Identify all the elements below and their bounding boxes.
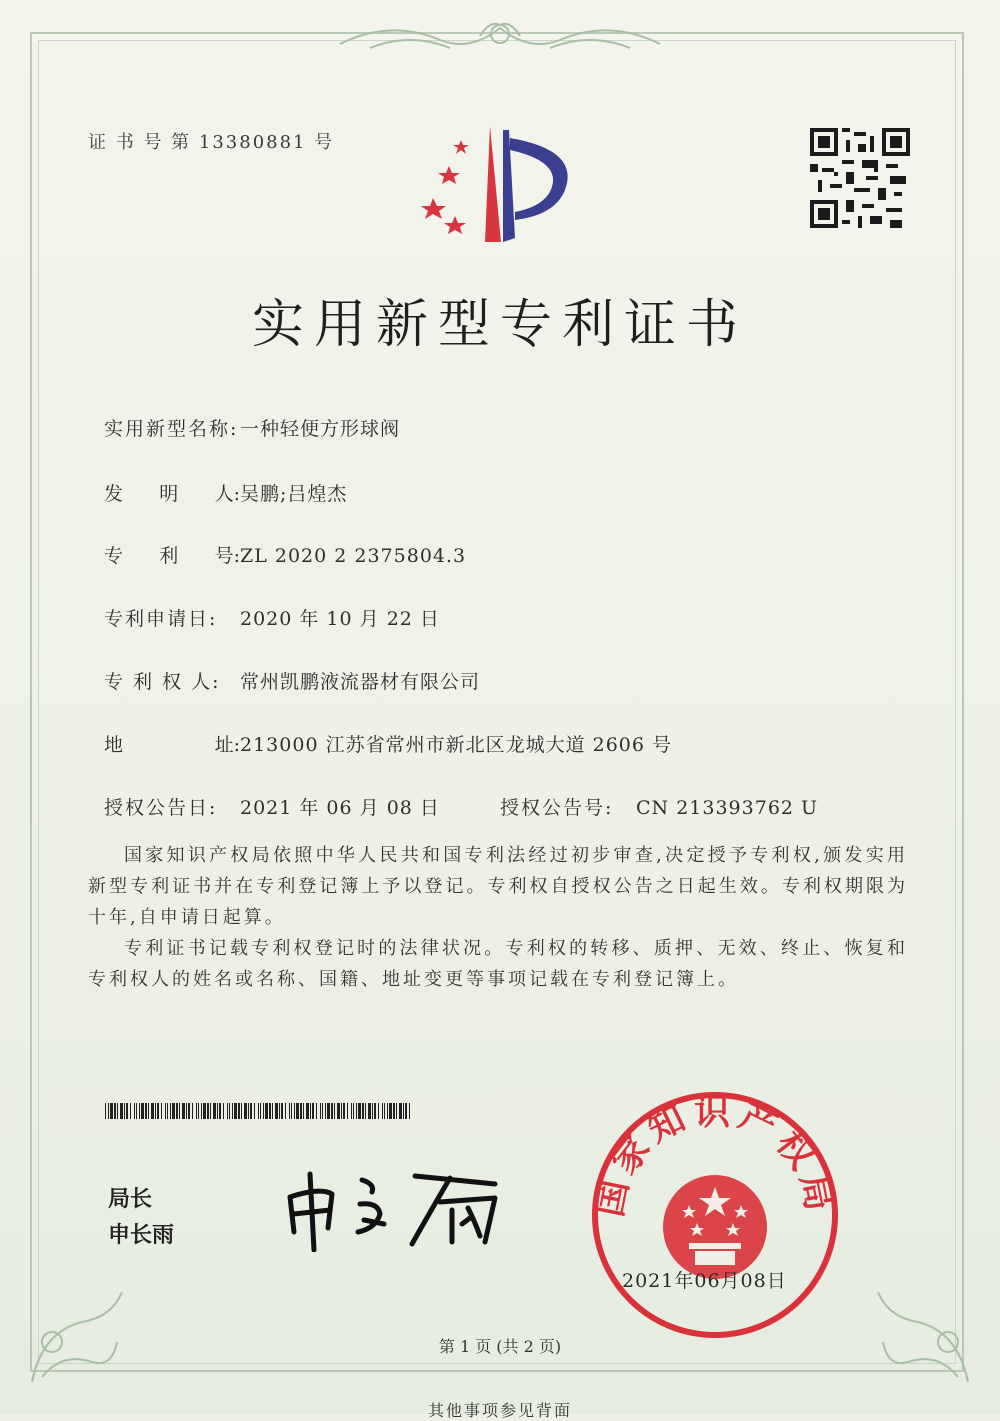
certificate-number: 证 书 号 第 13380881 号 [88, 132, 335, 153]
field-announcement-number [500, 793, 818, 820]
field-value: 213000 江苏省常州市新北区龙城大道 2606 号 [240, 734, 673, 756]
field-label: 专 利 权 人: [104, 671, 221, 693]
field-label: 授权公告号: [500, 797, 614, 819]
seal-text: 国家知识产权局 [589, 1091, 841, 1221]
barcode [105, 1103, 410, 1119]
field-label: 专利申请日: [104, 608, 218, 630]
page-number: 第 1 页 (共 2 页) [438, 1337, 562, 1356]
field-value: 一种轻便方形球阀 [240, 418, 401, 440]
field-value: CN 213393762 U [636, 797, 819, 819]
field-inventor [104, 479, 347, 506]
field-announcement-date [104, 793, 440, 820]
director-block [108, 1182, 174, 1254]
field-patentee [104, 667, 480, 694]
field-application-date [104, 604, 440, 631]
body-paragraph-1: 国家知识产权局依照中华人民共和国专利法经过初步审查,决定授予专利权,颁发实用新型专利证书并在专利登记簿上予以登记。专利权自授权公告之日起生效。专利权期限为十年,自申请日起算。 [88, 845, 908, 928]
official-seal [585, 1085, 845, 1345]
field-label: 实用新型名称: [104, 418, 239, 440]
cnipa-logo [415, 120, 585, 245]
field-value: 吴鹏;吕煌杰 [240, 483, 348, 505]
field-value: 2021 年 06 月 08 日 [240, 797, 440, 819]
field-address [104, 730, 672, 757]
certificate-body [88, 840, 908, 995]
footer-note: 其他事项参见背面 [427, 1401, 572, 1420]
field-label: 发 明 人: [104, 483, 240, 505]
field-value: 2020 年 10 月 22 日 [240, 608, 440, 630]
top-ornament [330, 14, 670, 60]
field-label: 专 利 号: [104, 545, 240, 567]
field-utility-model-name [104, 414, 400, 441]
certificate-title: 实用新型专利证书 [251, 295, 748, 355]
field-label: 授权公告日: [104, 797, 218, 819]
handwritten-signature [280, 1162, 510, 1252]
field-value: ZL 2020 2 2375804.3 [240, 545, 467, 567]
qr-code [810, 128, 910, 228]
field-label: 地 址: [104, 734, 240, 756]
seal-date: 2021年06月08日 [622, 1270, 787, 1292]
field-value: 常州凯鹏液流器材有限公司 [240, 671, 481, 693]
field-patent-number [104, 541, 466, 568]
director-name: 申长雨 [108, 1223, 175, 1248]
body-paragraph-2: 专利证书记载专利权登记时的法律状况。专利权的转移、质押、无效、终止、恢复和专利权人的姓名或名称、国籍、地址变更等事项记载在专利登记簿上。 [88, 938, 908, 990]
director-title: 局长 [108, 1187, 153, 1212]
